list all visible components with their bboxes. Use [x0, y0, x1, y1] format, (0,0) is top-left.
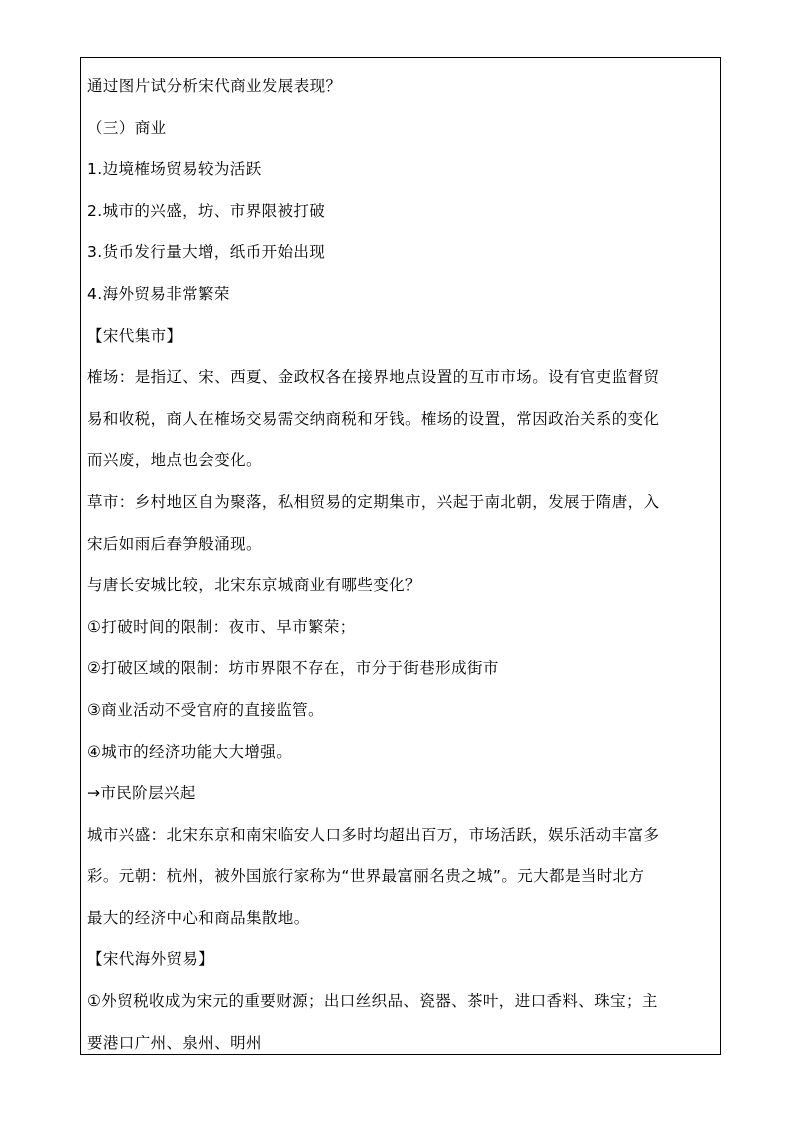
- point-3: 3.货币发行量大增，纸币开始出现: [87, 243, 326, 262]
- point-4: 4.海外贸易非常繁荣: [87, 284, 230, 303]
- paragraph-line: 易和收税，商人在榷场交易需交纳商税和牙钱。榷场的设置，常因政治关系的变化: [87, 409, 660, 428]
- list-item: ①打破时间的限制：夜市、早市繁荣；: [87, 617, 356, 636]
- arrow-line: →市民阶层兴起: [87, 784, 196, 803]
- paragraph-line: 城市兴盛：北宋东京和南宋临安人口多时均超出百万，市场活跃，娱乐活动丰富多: [87, 825, 660, 844]
- text-body: [87, 66, 715, 1064]
- list-item: ②打破区域的限制：坊市界限不存在，市分于街巷形成街市: [87, 659, 499, 678]
- paragraph-line: 彩。元朝：杭州，被外国旅行家称为“世界最富丽名贵之城”。元大都是当时北方: [87, 867, 645, 886]
- question-line: 通过图片试分析宋代商业发展表现？: [87, 77, 342, 95]
- subheading-trade: 【宋代海外贸易】: [87, 950, 215, 969]
- paragraph-line: 榷场：是指辽、宋、西夏、金政权各在接界地点设置的互市市场。设有官吏监督贸: [87, 368, 660, 387]
- point-1: 1.边境榷场贸易较为活跃: [87, 160, 262, 179]
- paragraph-line: 要港口广州、泉州、明州: [87, 1033, 262, 1052]
- paragraph-line: 而兴废，地点也会变化。: [87, 451, 262, 470]
- paragraph-line: 宋后如雨后春笋般涌现。: [87, 534, 262, 553]
- paragraph-line: 草市：乡村地区自为聚落，私相贸易的定期集市，兴起于南北朝，发展于隋唐，入: [87, 492, 660, 511]
- paragraph-line: 最大的经济中心和商品集散地。: [87, 908, 310, 927]
- point-2: 2.城市的兴盛，坊、市界限被打破: [87, 201, 326, 220]
- section-heading: （三）商业: [87, 118, 167, 137]
- list-item: ④城市的经济功能大大增强。: [87, 742, 293, 761]
- list-item: ③商业活动不受官府的直接监管。: [87, 700, 324, 719]
- subheading-markets: 【宋代集市】: [87, 326, 183, 345]
- paragraph-line: ①外贸税收成为宋元的重要财源；出口丝织品、瓷器、茶叶，进口香料、珠宝；主: [87, 992, 658, 1011]
- comparison-question: 与唐长安城比较，北宋东京城商业有哪些变化？: [87, 576, 421, 595]
- content-box: [80, 57, 721, 1055]
